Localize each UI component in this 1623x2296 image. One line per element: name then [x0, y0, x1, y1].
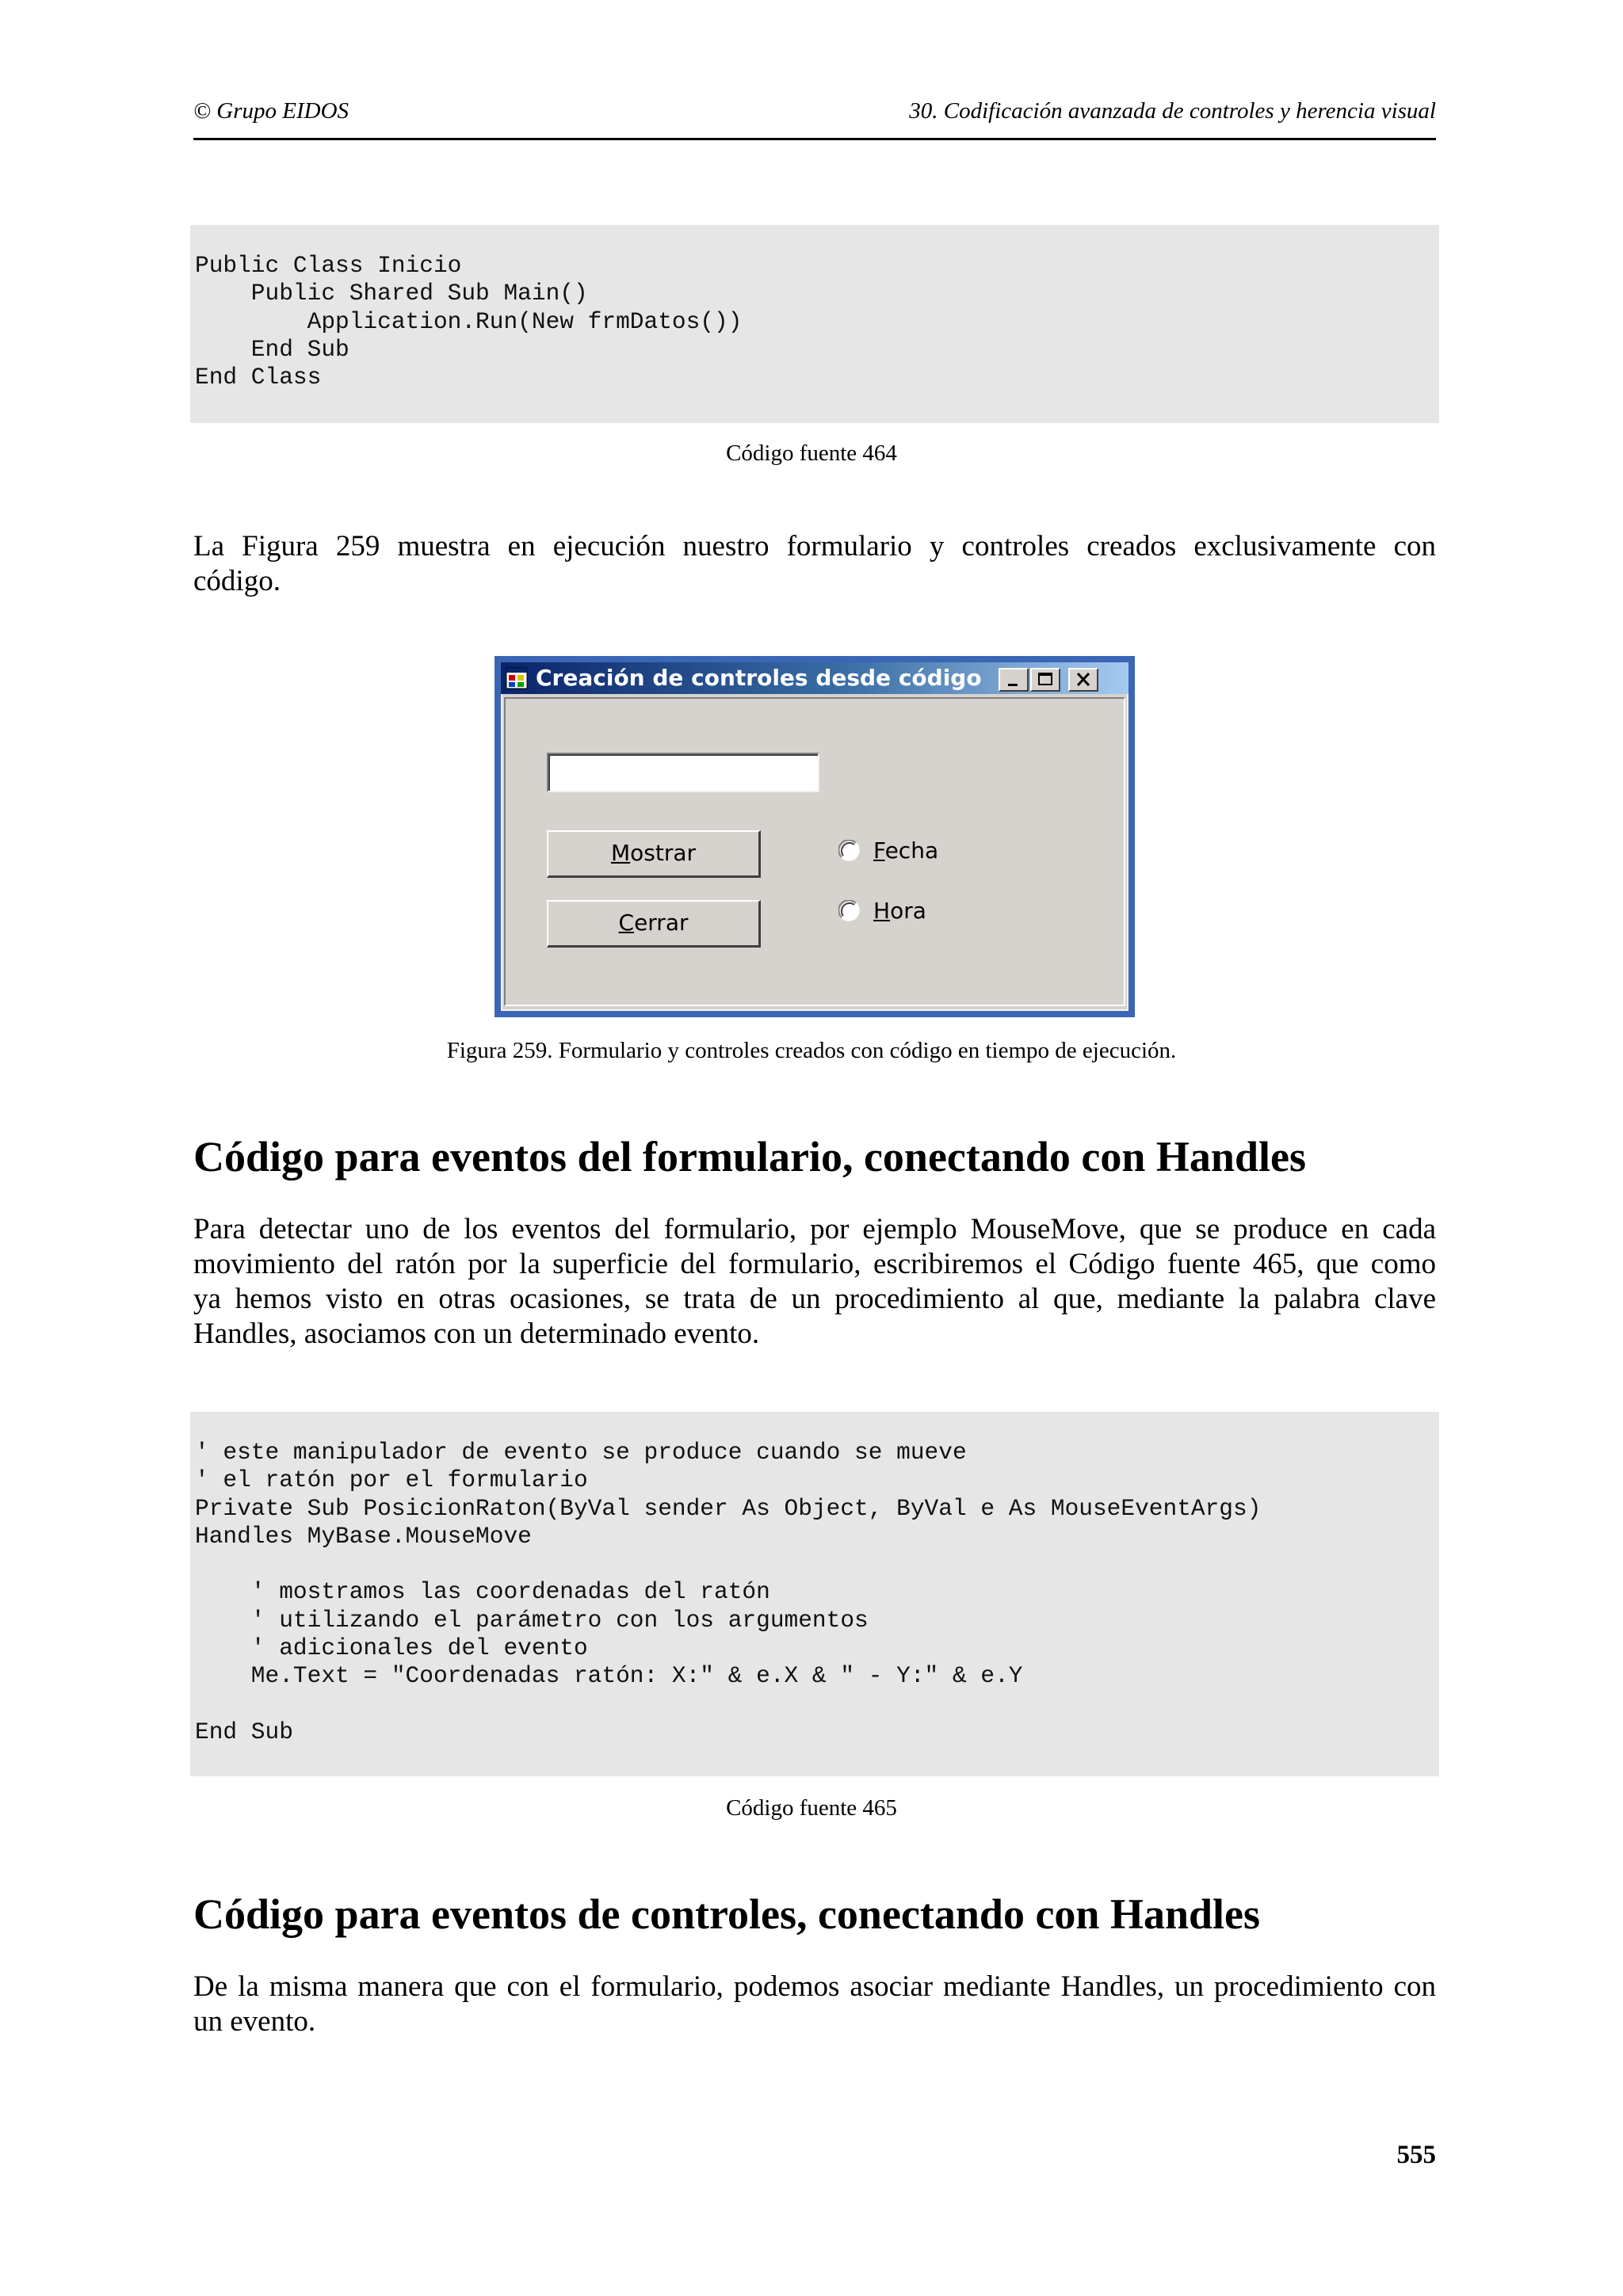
mostrar-label: ostrar: [630, 840, 697, 866]
radio-fecha-label: [873, 835, 938, 867]
minimize-button[interactable]: [999, 668, 1029, 692]
section-heading-form-events: Código para eventos del formulario, conectando con Handles: [193, 1133, 1306, 1180]
paragraph-figure-intro: [193, 529, 1436, 599]
paragraph-line: Para detectar uno de los eventos del formulario, por ejemplo MouseMove, que se produce en cada: [193, 1213, 1436, 1245]
paragraph-line: La Figura 259 muestra en ejecución nuestro formulario y controles creados exclusivamente con: [193, 530, 1436, 563]
header-rule: [193, 138, 1436, 140]
figure-caption-259: Figura 259. Formulario y controles creados con código en tiempo de ejecución.: [446, 1038, 1177, 1063]
radio-hora-mnemonic: H: [873, 898, 891, 924]
code-line: ' este manipulador de evento se produce cuando se mueve: [195, 1439, 967, 1466]
paragraph-line: ya hemos visto en otras ocasiones, se trata de un procedimiento al que, mediante la palabra clave: [193, 1283, 1436, 1315]
code-block-464: [190, 225, 1439, 423]
paragraph-line: código.: [193, 565, 281, 597]
code-line: [195, 1550, 1439, 1578]
cerrar-label: errar: [634, 910, 689, 936]
window-titlebar: [501, 662, 1128, 694]
close-button[interactable]: [1068, 668, 1098, 692]
maximize-icon: [1032, 669, 1059, 690]
code-line: End Sub: [195, 1718, 293, 1745]
form-client-area: [504, 697, 1125, 1006]
code-line: ' adicionales del evento: [195, 1634, 588, 1662]
mostrar-mnemonic: M: [610, 840, 631, 866]
code-line: ' el ratón por el formulario: [195, 1466, 588, 1494]
page-number: 555: [1396, 2141, 1436, 2169]
cerrar-button[interactable]: [547, 900, 761, 948]
radio-fecha-text: echa: [884, 837, 939, 864]
maximize-button[interactable]: [1030, 668, 1060, 692]
radio-hora-text: ora: [890, 898, 926, 924]
paragraph-controls-handles: [193, 1970, 1436, 2039]
code-line: Application.Run(New frmDatos()): [195, 307, 743, 335]
code-caption-465: Código fuente 465: [726, 1795, 897, 1821]
running-header-right: 30. Codificación avanzada de controles y herencia visual: [909, 98, 1436, 124]
minimize-icon: [1000, 669, 1027, 690]
code-line: Handles MyBase.MouseMove: [195, 1522, 532, 1550]
mostrar-button[interactable]: [547, 830, 761, 878]
code-line: End Class: [195, 364, 322, 391]
section-heading-control-events: Código para eventos de controles, conectando con Handles: [193, 1890, 1260, 1938]
running-header-left: © Grupo EIDOS: [193, 98, 349, 124]
paragraph-mousemove: [193, 1212, 1436, 1352]
code-line: [195, 1691, 1439, 1718]
close-icon: [1070, 669, 1097, 690]
code-line: Public Shared Sub Main(): [195, 280, 588, 307]
paragraph-line: Handles, asociamos con un determinado evento.: [193, 1318, 760, 1350]
paragraph-line: un evento.: [193, 2005, 316, 2038]
code-line: End Sub: [195, 335, 349, 363]
figure-window-screenshot: [495, 656, 1135, 1017]
paragraph-line: De la misma manera que con el formulario, podemos asociar mediante Handles, un procedimiento con: [193, 1970, 1436, 2003]
code-caption-464: Código fuente 464: [726, 441, 897, 466]
code-line: ' mostramos las coordenadas del ratón: [195, 1578, 770, 1606]
paragraph-line: movimiento del ratón por la superficie del formulario, escribiremos el Código fuente 465, que como: [193, 1248, 1436, 1280]
app-form-icon: [506, 667, 528, 689]
radio-hora-label: [873, 895, 926, 927]
code-line: Public Class Inicio: [195, 252, 462, 279]
radio-circle-icon: [838, 840, 861, 862]
code-block-465: [190, 1412, 1439, 1776]
code-line: Private Sub PosicionRaton(ByVal sender As Object, ByVal e As MouseEventArgs): [195, 1494, 1262, 1522]
radio-circle-icon: [838, 900, 861, 922]
text-box[interactable]: [547, 753, 819, 792]
code-line: Me.Text = "Coordenadas ratón: X:" & e.X & " - Y:" & e.Y: [195, 1662, 1023, 1690]
cerrar-mnemonic: C: [618, 910, 635, 936]
code-line: ' utilizando el parámetro con los argumentos: [195, 1606, 869, 1634]
window-title: Creación de controles desde código: [536, 665, 982, 691]
radio-fecha-mnemonic: F: [873, 837, 885, 864]
